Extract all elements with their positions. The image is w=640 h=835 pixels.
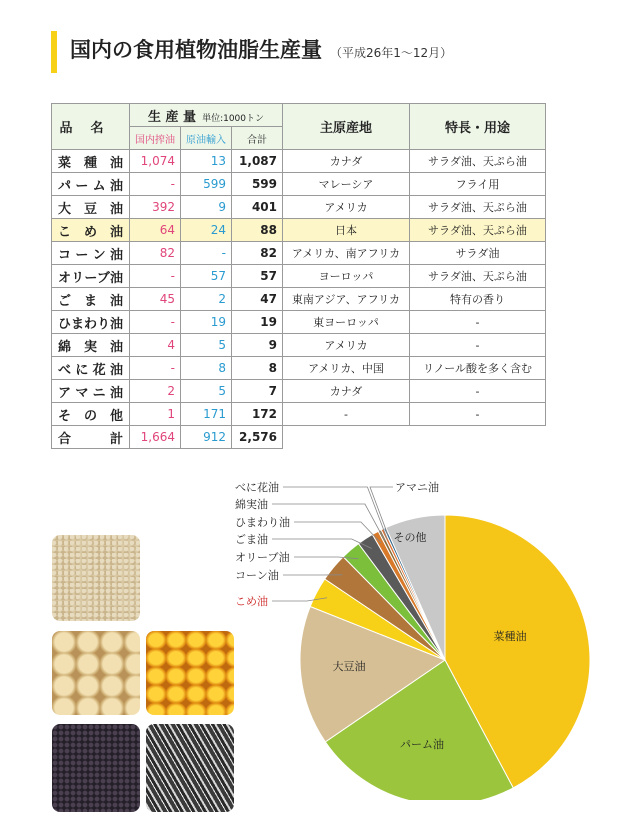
item-name: べに花油 [52,357,130,380]
origin-value: カナダ [283,380,410,403]
header-production-label: 生 産 量 [148,109,197,125]
domestic-value: - [130,265,181,288]
header-use: 特長・用途 [410,104,546,150]
empty-cell [283,426,410,449]
rapeseed-photo [52,724,140,812]
import-value: - [181,242,232,265]
total-value: 82 [232,242,283,265]
total-sum: 2,576 [232,426,283,449]
item-name: パーム油 [52,173,130,196]
origin-value: マレーシア [283,173,410,196]
import-value: 19 [181,311,232,334]
import-value: 8 [181,357,232,380]
use-value: サラダ油、天ぷら油 [410,196,546,219]
table-row [52,150,546,173]
total-import: 912 [181,426,232,449]
page-title [70,34,452,64]
domestic-value: - [130,311,181,334]
domestic-value: 1 [130,403,181,426]
use-value: サラダ油、天ぷら油 [410,150,546,173]
origin-value: アメリカ [283,196,410,219]
item-name: その他 [52,403,130,426]
pie-label-10: アマニ油 [395,481,439,494]
table-row [52,219,546,242]
pie-label-1: パーム油 [400,738,444,751]
item-name: アマニ油 [52,380,130,403]
total-value: 8 [232,357,283,380]
pie-label-9: べに花油 [235,481,279,494]
pie-label-0: 菜種油 [493,630,527,643]
domestic-value: 2 [130,380,181,403]
header-origin: 主原産地 [283,104,410,150]
total-value: 172 [232,403,283,426]
pie-label-8: 綿実油 [235,498,268,511]
origin-value: 東ヨーロッパ [283,311,410,334]
total-value: 401 [232,196,283,219]
import-value: 171 [181,403,232,426]
title-accent-bar [51,31,57,73]
title-text: 国内の食用植物油脂生産量 [70,38,322,62]
empty-cell [410,426,546,449]
domestic-value: 1,074 [130,150,181,173]
item-name: ひまわり油 [52,311,130,334]
table-row [52,288,546,311]
total-value: 7 [232,380,283,403]
origin-value: 日本 [283,219,410,242]
title-subtitle: （平成26年1～12月） [330,46,453,60]
table-row [52,173,546,196]
use-value: サラダ油、天ぷら油 [410,219,546,242]
table-row [52,196,546,219]
origin-value: アメリカ、南アフリカ [283,242,410,265]
table-row [52,357,546,380]
import-value: 5 [181,380,232,403]
domestic-value: 45 [130,288,181,311]
item-name: こめ油 [52,219,130,242]
pie-label-7: ひまわり油 [235,516,290,529]
origin-value: 東南アジア、アフリカ [283,288,410,311]
import-value: 24 [181,219,232,242]
production-pie-chart [210,470,610,800]
table-row [52,242,546,265]
leader-line-9 [283,487,387,540]
use-value: - [410,380,546,403]
use-value: - [410,311,546,334]
use-value: 特有の香り [410,288,546,311]
import-value: 5 [181,334,232,357]
header-import: 原油輸入 [181,127,232,150]
item-name: 綿実油 [52,334,130,357]
origin-value: アメリカ [283,334,410,357]
item-name: 大豆油 [52,196,130,219]
total-value: 47 [232,288,283,311]
item-name: コーン油 [52,242,130,265]
header-total: 合計 [232,127,283,150]
pie-label-6: ごま油 [235,533,268,546]
rice-bran-photo [52,535,140,621]
item-name: 菜種油 [52,150,130,173]
use-value: リノール酸を多く含む [410,357,546,380]
table-row [52,265,546,288]
pie-label-4: コーン油 [235,569,279,582]
domestic-value: 392 [130,196,181,219]
total-value: 57 [232,265,283,288]
import-value: 13 [181,150,232,173]
pie-label-2: 大豆油 [332,660,366,673]
use-value: - [410,334,546,357]
header-production [130,104,283,127]
total-value: 88 [232,219,283,242]
header-domestic: 国内搾油 [130,127,181,150]
pie-label-11: その他 [393,531,427,544]
use-value: サラダ油、天ぷら油 [410,265,546,288]
import-value: 599 [181,173,232,196]
pie-label-5: オリーブ油 [235,551,290,564]
use-value: - [410,403,546,426]
total-value: 1,087 [232,150,283,173]
item-name: ごま油 [52,288,130,311]
import-value: 2 [181,288,232,311]
use-value: フライ用 [410,173,546,196]
total-domestic: 1,664 [130,426,181,449]
table-row [52,403,546,426]
header-unit: 単位:1000トン [202,113,264,124]
table-row [52,334,546,357]
import-value: 9 [181,196,232,219]
total-value: 599 [232,173,283,196]
use-value: サラダ油 [410,242,546,265]
table-total-row [52,426,546,449]
origin-value: ヨーロッパ [283,265,410,288]
header-item-name: 品名 [52,104,130,150]
soybean-photo [52,631,140,715]
pie-label-3: こめ油 [235,595,268,608]
origin-value: アメリカ、中国 [283,357,410,380]
domestic-value: - [130,173,181,196]
origin-value: - [283,403,410,426]
domestic-value: 64 [130,219,181,242]
origin-value: カナダ [283,150,410,173]
item-name: オリーブ油 [52,265,130,288]
total-value: 19 [232,311,283,334]
table-row [52,311,546,334]
domestic-value: - [130,357,181,380]
table-row [52,380,546,403]
domestic-value: 82 [130,242,181,265]
production-table [51,103,546,449]
import-value: 57 [181,265,232,288]
total-value: 9 [232,334,283,357]
total-label: 合計 [52,426,130,449]
domestic-value: 4 [130,334,181,357]
